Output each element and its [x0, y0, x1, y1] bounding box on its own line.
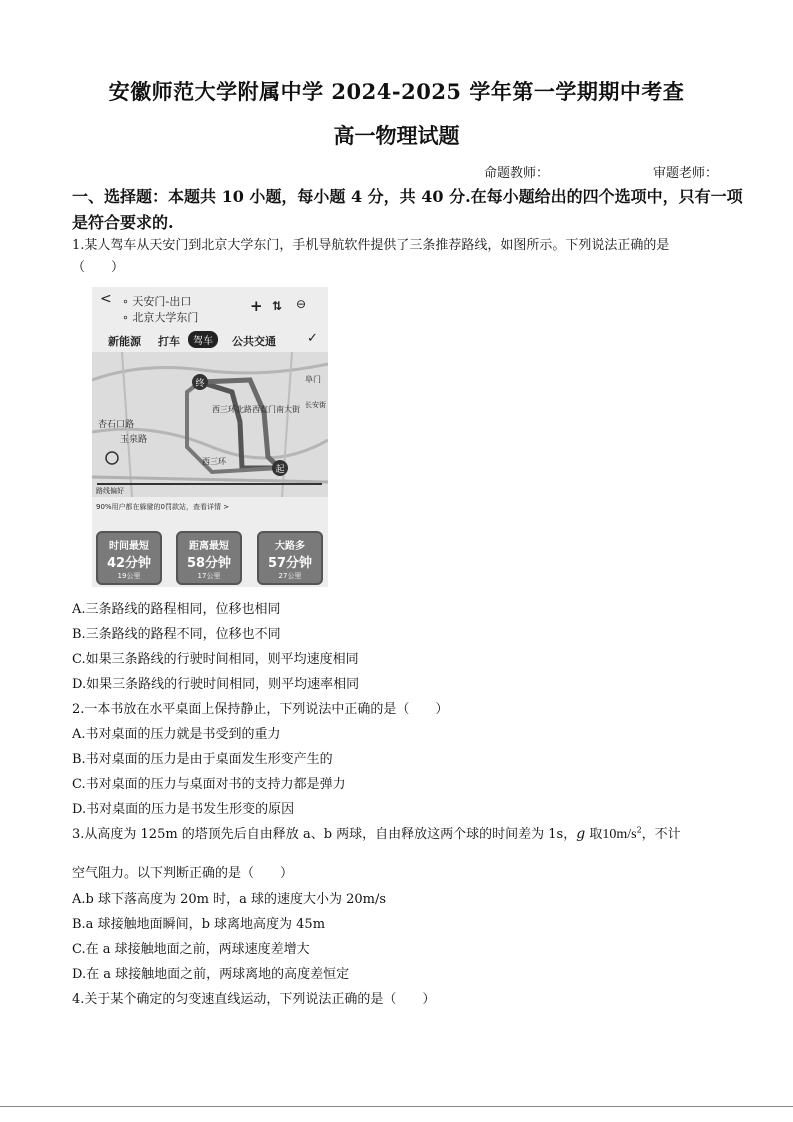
q3-stem-part-b: 取	[585, 827, 603, 842]
mode-new-energy: 新能源	[108, 335, 141, 348]
section-heading	[72, 184, 743, 236]
q3-option-b: B.a 球接触地面瞬间，b 球离地高度为 45m	[72, 917, 326, 932]
gravity-value: 10m/s	[602, 827, 637, 842]
page-title: 安徽师范大学附属中学 2024-2025 学年第一学期期中考查	[108, 79, 685, 104]
check-icon: ✓	[307, 331, 318, 346]
route-card-main-roads	[257, 531, 323, 585]
page-subtitle: 高一物理试题	[333, 123, 460, 148]
map-road-far: 长安街	[305, 401, 326, 409]
question-3-stem-line2: 空气阻力。以下判断正确的是（ ）	[72, 866, 294, 881]
route-card-time: 57分钟	[267, 556, 313, 571]
from-label: 天安门-出口	[132, 295, 192, 308]
map-road-left: 杏石口路	[98, 420, 135, 430]
q2-option-a: A.书对桌面的压力就是书受到的重力	[72, 727, 281, 742]
mode-taxi: 打车	[158, 335, 180, 348]
map-route-pref: 路线偏好	[96, 487, 124, 495]
page-bottom-rule	[0, 1106, 793, 1107]
route-card-time: 58分钟	[186, 556, 232, 571]
route-card-time: 42分钟	[106, 556, 152, 571]
route-card-tag: 时间最短	[109, 541, 149, 552]
promo-banner: 90%用户都在躲避的0罚款站，查看详情 >	[96, 503, 230, 511]
route-card-distance: 27公里	[278, 572, 302, 580]
map-gate: 阜门	[305, 375, 321, 384]
more-icon: ⊖	[296, 297, 307, 311]
q3-stem-part-c: ，不计	[641, 827, 681, 842]
q3-stem-part-a: 3.从高度为 125m 的塔顶先后自由释放 a、b 两球，自由释放这两个球的时间差为 1s，	[72, 827, 577, 842]
question-2-stem: 2.一本书放在水平桌面上保持静止，下列说法中正确的是（ ）	[72, 702, 449, 717]
q3-option-d: D.在 a 球接触地面之前，两球离地的高度差恒定	[72, 967, 350, 982]
setter-label: 命题教师：	[484, 166, 550, 181]
route-card-distance: 17公里	[197, 572, 221, 580]
gravity-exponent: 2	[636, 825, 642, 835]
from-dot-icon: ∘	[122, 295, 133, 308]
section-heading-line2: 是符合要求的.	[72, 213, 174, 232]
back-icon: <	[100, 291, 112, 307]
map-road-mid: 西三环	[202, 457, 226, 466]
q2-option-b: B.书对桌面的压力是由于桌面发生形变产生的	[72, 752, 333, 767]
to-label: 北京大学东门	[132, 311, 199, 324]
q2-option-d: D.书对桌面的压力是书发生形变的原因	[72, 802, 295, 817]
q3-option-c: C.在 a 球接触地面之前，两球速度差增大	[72, 942, 310, 957]
swap-icon: ⇅	[272, 299, 283, 313]
gravity-symbol: g	[576, 826, 586, 842]
q3-option-a: A.b 球下落高度为 20m 时，a 球的速度大小为 20m/s	[72, 892, 387, 907]
q2-option-c: C.书对桌面的压力与桌面对书的支持力都是弹力	[72, 777, 346, 792]
route-to	[122, 309, 198, 325]
mode-transit: 公共交通	[232, 335, 276, 348]
route-from	[122, 293, 191, 309]
reviewer-label: 审题老师：	[653, 166, 719, 181]
q1-option-a: A.三条路线的路程相同，位移也相同	[72, 602, 281, 617]
question-3-stem-line1	[72, 823, 681, 843]
map-road-left2: 玉泉路	[120, 435, 148, 445]
question-1-stem	[72, 235, 717, 279]
q1-option-b: B.三条路线的路程不同，位移也不同	[72, 627, 281, 642]
map-end-label: 终	[195, 379, 205, 389]
route-card-tag: 大路多	[275, 541, 305, 552]
q1-option-d: D.如果三条路线的行驶时间相同，则平均速率相同	[72, 677, 360, 692]
map-road-right: 西三环北路西直门南大街	[212, 405, 300, 414]
route-card-tag: 距离最短	[189, 541, 229, 552]
to-dot-icon: ∘	[122, 311, 133, 324]
map-start-label: 起	[275, 465, 285, 475]
add-icon: +	[250, 297, 263, 315]
question-1-stem-line1: 1.某人驾车从天安门到北京大学东门，手机导航软件提供了三条推荐路线，如图所示。下列说法正确的是	[72, 238, 670, 253]
question-4-stem: 4.关于某个确定的匀变速直线运动，下列说法正确的是（ ）	[72, 992, 436, 1007]
section-heading-line1: 一、选择题：本题共 10 小题，每小题 4 分，共 40 分.在每小题给出的四个选项中，只有一项	[72, 187, 743, 206]
navigation-screenshot	[92, 287, 328, 587]
question-1-stem-line2: （ ）	[72, 260, 125, 275]
mode-drive: 驾车	[188, 331, 218, 348]
route-card-shortest	[176, 531, 242, 585]
route-map	[92, 352, 328, 497]
q1-option-c: C.如果三条路线的行驶时间相同，则平均速度相同	[72, 652, 359, 667]
route-card-distance: 19公里	[117, 572, 141, 580]
route-card-fastest	[96, 531, 162, 585]
